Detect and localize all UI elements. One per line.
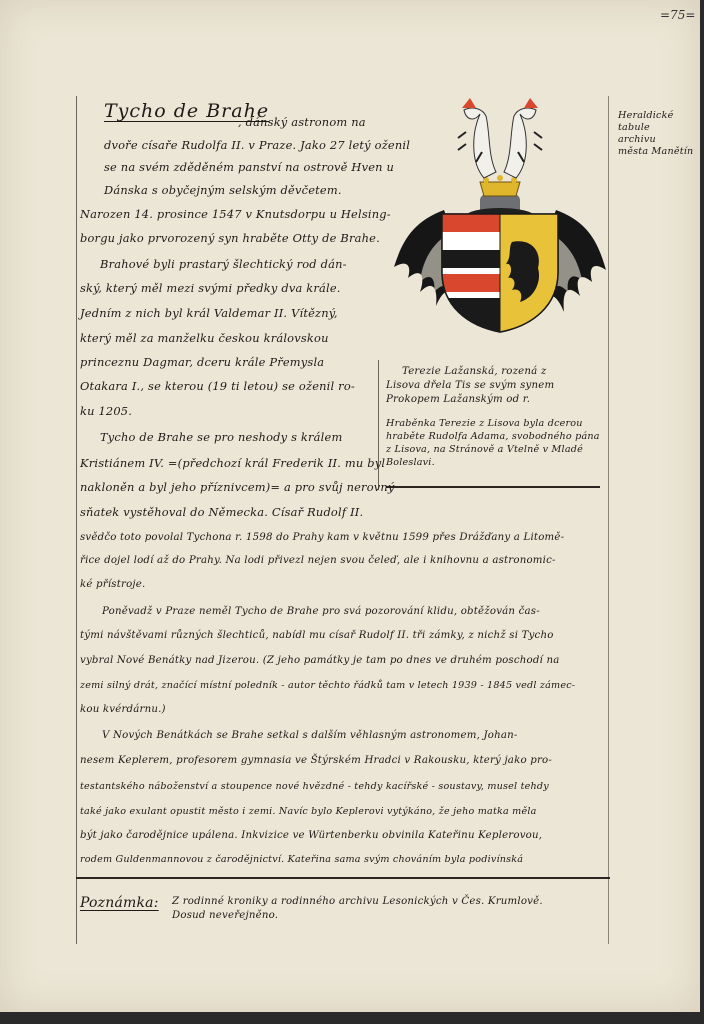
text-line: Tycho de Brahe se pro neshody s králem: [100, 430, 343, 444]
text-line: být jako čarodějnice upálena. Inkvizice ve Würtenberku obvinila Kateřinu Keplerovou,: [80, 830, 543, 841]
text-line: tými návštěvami různých šlechticů, nabídl mu císař Rudolf II. tři zámky, z nichž si Tycho: [80, 630, 554, 641]
text-line: Poněvadž v Praze neměl Tycho de Brahe pro svá pozorování klidu, obtěžován čas-: [102, 606, 540, 617]
document-title: Tycho de Brahe: [104, 100, 270, 122]
text-line: sňatek vystěhoval do Německa. Císař Rudolf II.: [80, 505, 364, 519]
text-line: dvoře císaře Rudolfa II. v Praze. Jako 27 letý oženil: [104, 138, 411, 152]
note-line: Z rodinné kroniky a rodinného archivu Lesonických v Čes. Krumlově.: [172, 896, 543, 907]
text-line: který měl za manželku českou královskou: [80, 331, 329, 345]
right-frame-line: [608, 96, 609, 944]
text-line: ké přístroje.: [80, 579, 146, 590]
text-line: ku 1205.: [80, 404, 133, 418]
heraldic-note-line: Heraldické: [618, 110, 674, 121]
text-line: rodem Guldenmannovou z čarodějnictví. Kateřina sama svým chováním byla podivínská: [80, 854, 524, 865]
coat-of-arms-icon: [392, 92, 608, 342]
heraldic-note-line: archivu: [618, 134, 656, 145]
text-line: nakloněn a byl jeho příznivcem)= a pro svůj nerovný: [80, 480, 395, 494]
text-line: Narozen 14. prosince 1547 v Knutsdorpu u Helsing-: [80, 207, 391, 221]
text-line: Jedním z nich byl král Valdemar II. Vítězný,: [80, 306, 338, 320]
caption-divider: [378, 360, 379, 490]
text-line: Dánska s obyčejným selským děvčetem.: [104, 183, 342, 197]
caption-paragraph-line: Hraběnka Terezie z Lisova byla dcerou: [386, 418, 583, 429]
text-line: Otakara I., se kterou (19 ti letou) se oženil ro-: [80, 379, 355, 393]
note-label: Poznámka:: [80, 895, 159, 911]
caption-line: Lisova dřela Tis se svým synem: [386, 380, 555, 391]
note-line: Dosud neveřejněno.: [172, 910, 279, 921]
text-line: zemi silný drát, značící místní poledník - autor těchto řádků tam v letech 1939 - 1845 vedl zámec-: [80, 680, 576, 691]
text-line: Kristiánem IV. =(předchozí král Frederik II. mu byl: [80, 456, 386, 470]
caption-paragraph-line: Boleslavi.: [386, 457, 435, 468]
text-line: řice dojel lodí až do Prahy. Na lodi přivezl nejen svou čeleď, ale i knihovnu a astronomic-: [80, 555, 556, 566]
caption-underline: [386, 486, 600, 488]
caption-line: Prokopem Lažanským od r.: [386, 394, 531, 405]
text-line: nesem Keplerem, profesorem gymnasia ve Štýrském Hradci v Rakousku, který jako pro-: [80, 755, 552, 766]
caption-paragraph-line: z Lisova, na Stránově a Vtelně v Mladé: [386, 444, 583, 455]
text-line: svědčo toto povolal Tychona r. 1598 do Prahy kam v květnu 1599 přes Drážďany a Litomě-: [80, 532, 565, 543]
text-line: V Nových Benátkách se Brahe setkal s dalším věhlasným astronomem, Johan-: [102, 730, 518, 741]
text-line: kou kvérdárnu.): [80, 704, 166, 715]
text-line: borgu jako prvorozený syn hraběte Otty de Brahe.: [80, 231, 380, 245]
text-line: testantského náboženství a stoupence nové hvězdné - tehdy kacířské - soustavy, musel tehdy: [80, 781, 549, 792]
text-line: vybral Nové Benátky nad Jizerou. (Z jeho památky je tam po dnes ve druhém poschodí na: [80, 655, 560, 666]
text-line: ský, který měl mezi svými předky dva krále.: [80, 281, 341, 295]
note-separator-line: [76, 877, 610, 879]
page-number: =75=: [660, 8, 696, 22]
heraldic-note-line: tabule: [618, 122, 650, 133]
text-line: také jako exulant opustit město i zemi. Navíc bylo Keplerovi vytýkáno, že jeho matka měla: [80, 806, 537, 817]
text-line: princeznu Dagmar, dceru krále Přemysla: [80, 355, 325, 369]
caption-paragraph-line: hraběte Rudolfa Adama, svobodného pána: [386, 431, 600, 442]
left-frame-line: [76, 96, 77, 944]
text-line: , dánský astronom na: [238, 115, 366, 129]
caption-line: Terezie Lažanská, rozená z: [402, 366, 547, 377]
text-line: se na svém zděděném panství na ostrově Hven u: [104, 160, 395, 174]
text-line: Brahové byli prastarý šlechtický rod dán-: [100, 257, 347, 271]
heraldic-note-line: města Manětín: [618, 146, 694, 157]
